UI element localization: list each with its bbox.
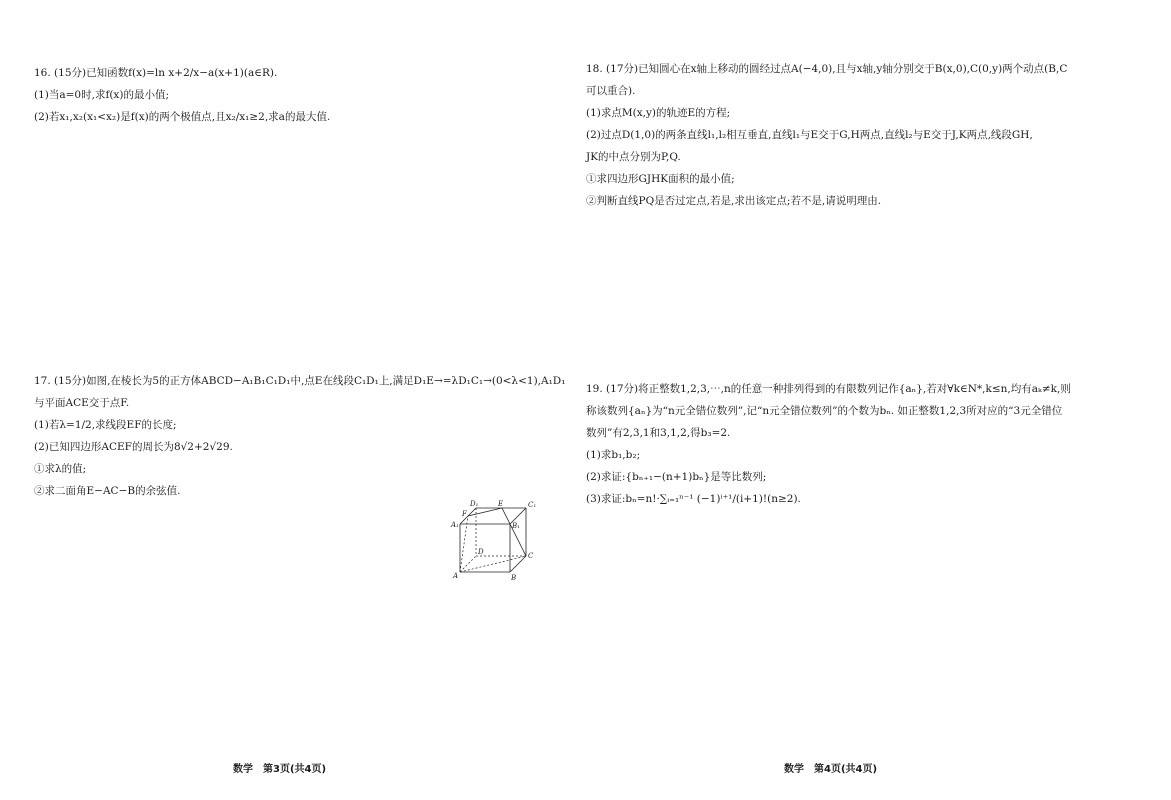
cube-figure bbox=[450, 498, 540, 582]
problem-17 bbox=[34, 370, 565, 502]
label-e: E bbox=[498, 500, 504, 508]
right-page bbox=[586, 0, 1171, 800]
problem-19-statement-cont: 称该数列{aₙ}为“n元全错位数列”,记“n元全错位数列”的个数为bₙ. 如正整数1,2,3所对应的“3元全错位 bbox=[586, 405, 1063, 417]
edge-ac-hidden bbox=[460, 556, 526, 572]
problem-18-part2-i: ①求四边形GJHK面积的最小值; bbox=[586, 173, 735, 185]
problem-17-statement: 17. (15分)如图,在棱长为5的正方体ABCD−A₁B₁C₁D₁中,点E在线段C₁D₁上,满足D₁E→=λD₁C₁→(0<λ<1),A₁D₁ bbox=[34, 375, 566, 387]
label-d: D bbox=[478, 548, 484, 556]
problem-19-part1: (1)求b₁,b₂; bbox=[586, 449, 641, 461]
problem-18-part1: (1)求点M(x,y)的轨迹E的方程; bbox=[586, 107, 731, 119]
problem-18-part2-cont: JK的中点分别为P,Q. bbox=[586, 151, 681, 163]
problem-19-statement: 19. (17分)将正整数1,2,3,⋯,n的任意一种排列得到的有限数列记作{aₙ},若对∀k∈N*,k≤n,均有aₖ≠k,则 bbox=[586, 383, 1071, 395]
problem-16-part1: (1)当a=0时,求f(x)的最小值; bbox=[34, 89, 169, 101]
problem-17-part1: (1)若λ=1/2,求线段EF的长度; bbox=[34, 419, 177, 431]
problem-18-part2-ii: ②判断直线PQ是否过定点,若是,求出该定点;若不是,请说明理由. bbox=[586, 195, 882, 207]
label-c: C bbox=[528, 552, 534, 560]
problem-17-part2-ii: ②求二面角E−AC−B的余弦值. bbox=[34, 485, 181, 497]
problem-16 bbox=[34, 62, 330, 128]
problem-19-part2: (2)求证:{bₙ₊₁−(n+1)bₙ}是等比数列; bbox=[586, 471, 767, 483]
edge-bc bbox=[510, 556, 526, 572]
edge-ad-hidden bbox=[460, 556, 476, 572]
page-footer-right: 数学 第4页(共4页) bbox=[784, 764, 878, 775]
edge-af-hidden bbox=[460, 516, 468, 572]
problem-18-statement: 18. (17分)已知圆心在x轴上移动的圆经过点A(−4,0),且与x轴,y轴分别交于B(x,0),C(0,y)两个动点(B,C bbox=[586, 63, 1068, 75]
problem-19 bbox=[586, 378, 1071, 510]
problem-19-part3: (3)求证:bₙ=n!·∑ᵢ₌₁ⁿ⁻¹ (−1)ⁱ⁺¹/(i+1)!(n≥2). bbox=[586, 493, 801, 505]
problem-16-part2: (2)若x₁,x₂(x₁<x₂)是f(x)的两个极值点,且x₂/x₁≥2,求a的最大值. bbox=[34, 111, 331, 123]
problem-18-part2: (2)过点D(1,0)的两条直线l₁,l₂相互垂直,直线l₁与E交于G,H两点,直线l₂与E交于J,K两点,线段GH, bbox=[586, 129, 1033, 141]
problem-16-statement: 16. (15分)已知函数f(x)=ln x+2/x−a(x+1)(a∈R). bbox=[34, 67, 278, 79]
label-a: A bbox=[453, 572, 459, 580]
problem-18 bbox=[586, 58, 1067, 212]
problem-17-part2-i: ①求λ的值; bbox=[34, 463, 87, 475]
label-b: B bbox=[511, 574, 517, 582]
edge-ec bbox=[502, 508, 526, 556]
page-footer-left: 数学 第3页(共4页) bbox=[233, 764, 327, 775]
edge-fe bbox=[468, 508, 502, 516]
label-b1: B₁ bbox=[512, 522, 520, 530]
label-a1: A₁ bbox=[451, 521, 459, 529]
label-d1: D₁ bbox=[470, 500, 479, 508]
problem-17-part2: (2)已知四边形ACEF的周长为8√2+2√29. bbox=[34, 441, 233, 453]
label-c1: C₁ bbox=[528, 501, 537, 509]
problem-18-statement-cont: 可以重合). bbox=[586, 85, 636, 97]
problem-19-statement-cont2: 数列”有2,3,1和3,1,2,得b₃=2. bbox=[586, 427, 731, 439]
problem-17-statement-cont: 与平面ACE交于点F. bbox=[34, 397, 130, 409]
label-f: F bbox=[462, 510, 467, 518]
left-page bbox=[0, 0, 585, 800]
